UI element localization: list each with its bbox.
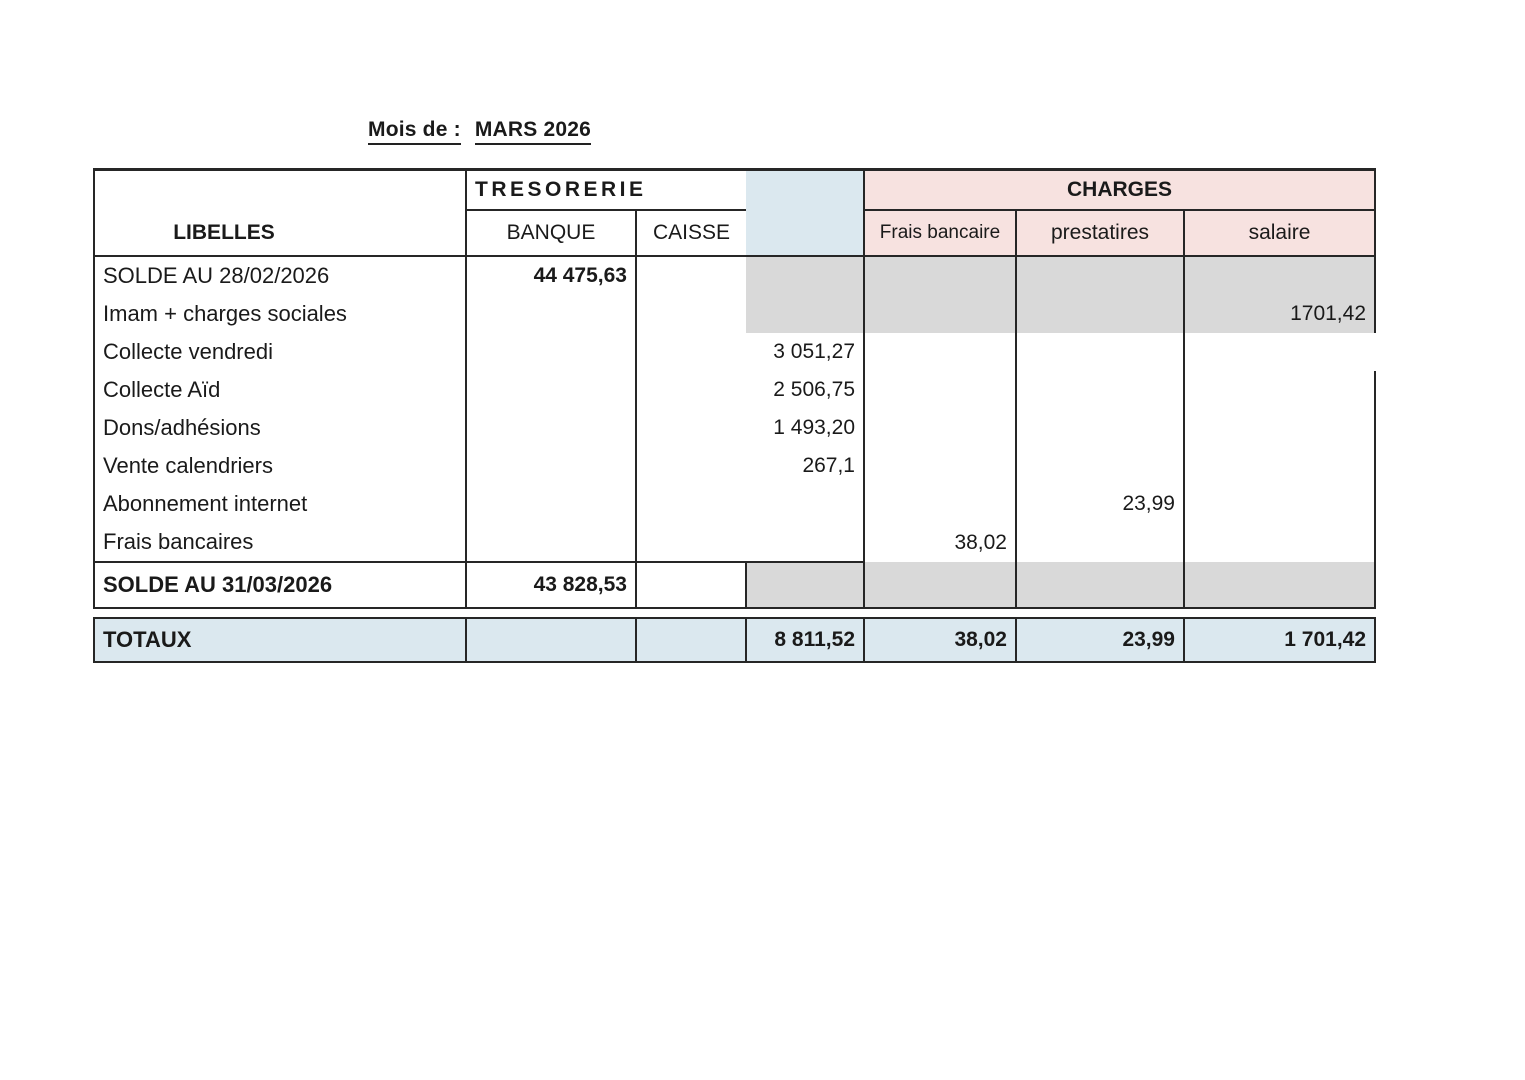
cell-solde-libelle: SOLDE AU 31/03/2026	[94, 562, 466, 608]
header-col-frais-bancaire: Frais bancaire	[864, 210, 1016, 256]
cell-totaux-salaire: 1 701,42	[1184, 618, 1375, 662]
header-col-libelles: LIBELLES	[94, 210, 466, 256]
cell-salaire	[1184, 447, 1375, 485]
cell-banque	[466, 447, 636, 485]
cell-prestatires	[1016, 447, 1184, 485]
cell-prestatires	[1016, 333, 1184, 371]
cell-solde-salaire	[1184, 562, 1375, 608]
table-row	[94, 447, 1375, 485]
cell-caisse	[636, 447, 746, 485]
totaux-row	[94, 618, 1375, 662]
cell-caisse	[636, 333, 746, 371]
cell-libelle: Collecte vendredi	[94, 333, 466, 371]
cell-caisse	[636, 256, 746, 295]
header-col-banque: BANQUE	[466, 210, 636, 256]
header-column-row	[94, 210, 1375, 256]
cell-banque	[466, 333, 636, 371]
cell-recettes	[746, 485, 864, 523]
cell-frais-bancaire	[864, 256, 1016, 295]
cell-libelle: Vente calendriers	[94, 447, 466, 485]
cell-totaux-frais-bancaire: 38,02	[864, 618, 1016, 662]
cell-solde-recettes	[746, 562, 864, 608]
header-group-row	[94, 170, 1375, 211]
cell-banque	[466, 409, 636, 447]
treasury-table	[93, 168, 1376, 663]
header-col-prestatires: prestatires	[1016, 210, 1184, 256]
cell-prestatires	[1016, 371, 1184, 409]
cell-frais-bancaire	[864, 333, 1016, 371]
cell-libelle: Abonnement internet	[94, 485, 466, 523]
cell-prestatires: 23,99	[1016, 485, 1184, 523]
cell-salaire	[1184, 409, 1375, 447]
cell-caisse	[636, 295, 746, 333]
cell-totaux-prestatires: 23,99	[1016, 618, 1184, 662]
cell-frais-bancaire	[864, 447, 1016, 485]
cell-frais-bancaire	[864, 485, 1016, 523]
cell-solde-prestatires	[1016, 562, 1184, 608]
cell-solde-banque: 43 828,53	[466, 562, 636, 608]
cell-libelle: Frais bancaires	[94, 523, 466, 562]
table-row	[94, 371, 1375, 409]
border-gap-artifact	[1372, 343, 1375, 357]
cell-salaire	[1184, 256, 1375, 295]
cell-recettes	[746, 256, 864, 295]
table-row	[94, 409, 1375, 447]
cell-prestatires	[1016, 295, 1184, 333]
cell-libelle: SOLDE AU 28/02/2026	[94, 256, 466, 295]
cell-totaux-banque	[466, 618, 636, 662]
table-row	[94, 333, 1375, 371]
header-col-salaire: salaire	[1184, 210, 1375, 256]
cell-banque	[466, 485, 636, 523]
table-row	[94, 256, 1375, 295]
table-row	[94, 485, 1375, 523]
cell-caisse	[636, 409, 746, 447]
month-label: Mois de :	[368, 118, 461, 145]
table-row	[94, 295, 1375, 333]
cell-totaux-recettes: 8 811,52	[746, 618, 864, 662]
cell-caisse	[636, 371, 746, 409]
solde-final-row	[94, 562, 1375, 608]
cell-recettes	[746, 295, 864, 333]
header-corner-cell	[94, 170, 466, 211]
cell-banque: 44 475,63	[466, 256, 636, 295]
cell-banque	[466, 371, 636, 409]
row-spacer	[94, 608, 1375, 618]
cell-frais-bancaire	[864, 371, 1016, 409]
cell-salaire	[1184, 333, 1375, 371]
header-group-charges: CHARGES	[864, 170, 1375, 211]
cell-prestatires	[1016, 256, 1184, 295]
header-col-caisse: CAISSE	[636, 210, 746, 256]
header-group-tresorerie: TRESORERIE	[466, 170, 746, 211]
cell-solde-caisse	[636, 562, 746, 608]
cell-totaux-libelle: TOTAUX	[94, 618, 466, 662]
cell-frais-bancaire	[864, 295, 1016, 333]
cell-recettes	[746, 523, 864, 562]
month-value: MARS 2026	[475, 118, 591, 145]
cell-salaire	[1184, 485, 1375, 523]
cell-libelle: Imam + charges sociales	[94, 295, 466, 333]
header-group-recettes-blank	[746, 170, 864, 211]
cell-salaire	[1184, 371, 1375, 409]
header-col-recettes	[746, 210, 864, 256]
cell-totaux-caisse	[636, 618, 746, 662]
cell-recettes: 3 051,27	[746, 333, 864, 371]
cell-salaire	[1184, 523, 1375, 562]
cell-frais-bancaire	[864, 409, 1016, 447]
cell-frais-bancaire: 38,02	[864, 523, 1016, 562]
cell-libelle: Collecte Aïd	[94, 371, 466, 409]
cell-prestatires	[1016, 523, 1184, 562]
table-row	[94, 523, 1375, 562]
month-caption	[368, 118, 591, 145]
cell-caisse	[636, 485, 746, 523]
cell-salaire: 1701,42	[1184, 295, 1375, 333]
cell-prestatires	[1016, 409, 1184, 447]
cell-libelle: Dons/adhésions	[94, 409, 466, 447]
cell-recettes: 1 493,20	[746, 409, 864, 447]
cell-banque	[466, 523, 636, 562]
treasury-sheet	[93, 168, 1374, 663]
cell-recettes: 2 506,75	[746, 371, 864, 409]
cell-solde-frais-bancaire	[864, 562, 1016, 608]
cell-banque	[466, 295, 636, 333]
cell-caisse	[636, 523, 746, 562]
cell-recettes: 267,1	[746, 447, 864, 485]
